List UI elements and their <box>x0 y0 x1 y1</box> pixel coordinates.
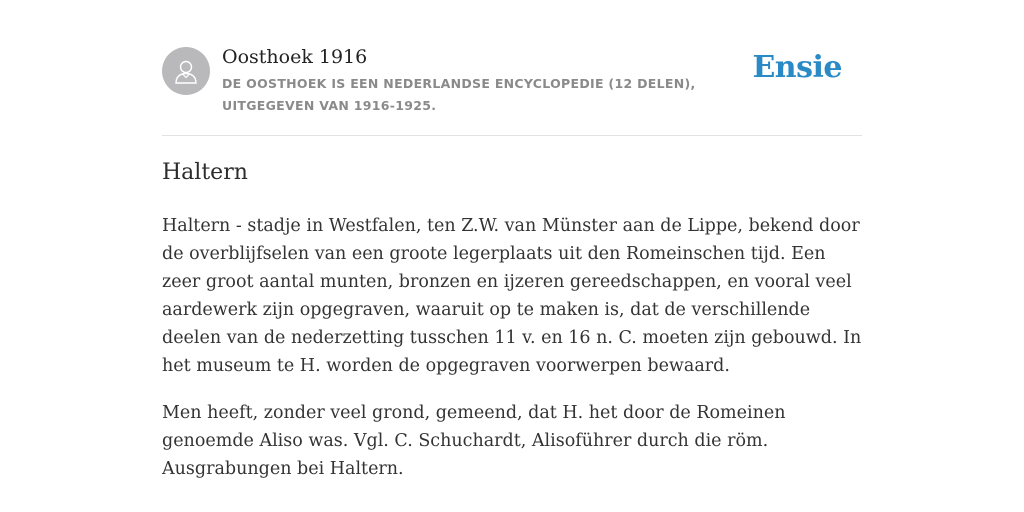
entry-paragraph-1: Haltern - stadje in Westfalen, ten Z.W. van Münster aan de Lippe, bekend door de overblijfselen van een groote legerplaats uit den Romeinschen tijd. Een zeer groot aantal munten, bronzen en ijzeren gereedschappen, en vooral veel aardewerk zijn opgegraven, waaruit op te maken is, dat de verschillende deelen van de nederzetting tusschen 11 v. en 16 n. C. moeten zijn gebouwd. In het museum te H. worden de opgegraven voorwerpen bewaard. <box>162 216 862 376</box>
entry-title: Haltern <box>162 160 248 185</box>
header-divider <box>162 135 862 136</box>
source-avatar[interactable] <box>162 47 210 95</box>
user-icon <box>173 58 199 84</box>
source-description: DE OOSTHOEK IS EEN NEDERLANDSE ENCYCLOPEDIE (12 DELEN), UITGEGEVEN VAN 1916-1925. <box>222 76 696 113</box>
ensie-logo[interactable]: Ensie <box>752 50 842 85</box>
source-header <box>162 44 862 134</box>
entry-paragraph-2: Men heeft, zonder veel grond, gemeend, dat H. het door de Romeinen genoemde Aliso was. Vgl. C. Schuchardt, Alisoführer durch die röm. Ausgrabungen bei Haltern. <box>162 403 786 479</box>
source-name[interactable]: Oosthoek 1916 <box>222 46 368 68</box>
